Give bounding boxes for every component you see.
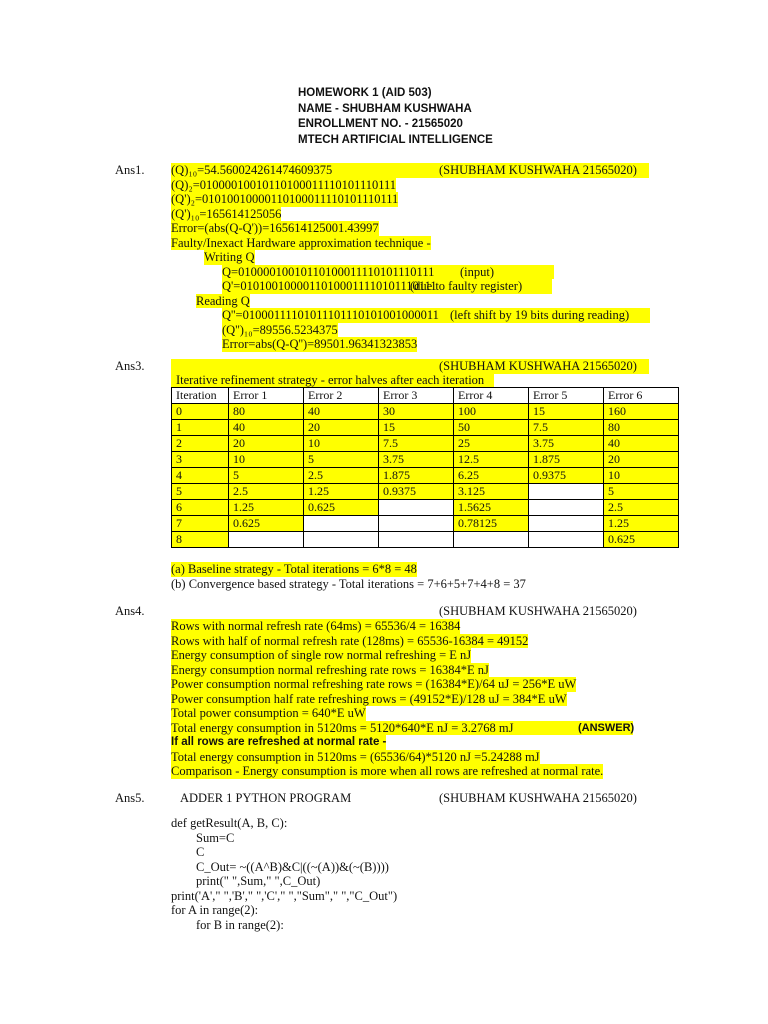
table-row (172, 452, 679, 468)
ans1-label: Ans1. (115, 163, 145, 177)
table-cell: 6 (172, 500, 229, 516)
ans1-error: Error=(abs(Q-Q'))=165614125001.43997 (171, 221, 379, 235)
table-row (172, 468, 679, 484)
ans4-line-6: Power consumption half rate refreshing rows = (49152*E)/128 uJ = 384*E uW (171, 691, 567, 706)
table-cell: 8 (172, 532, 229, 548)
table-cell: 2.5 (304, 468, 379, 484)
table-cell: 0.78125 (454, 516, 529, 532)
table-cell: 1.25 (604, 516, 679, 532)
ans4-line-5: Power consumption normal refreshing rate rows = (16384*E)/64 uJ = 256*E uW (171, 677, 577, 691)
table-header-cell: Error 5 (529, 388, 604, 404)
header-line-1: HOMEWORK 1 (AID 503) (298, 87, 432, 99)
table-cell (379, 516, 454, 532)
table-cell: 2.5 (604, 500, 679, 516)
table-cell: 3.125 (454, 484, 529, 500)
ans4-if-all: If all rows are refreshed at normal rate - (171, 736, 387, 748)
ans3-item-b: (b) Convergence based strategy - Total iterations = 7+6+5+7+4+8 = 37 (171, 577, 526, 591)
ans1-read-error: Error=abs(Q-Q'')=89501.96341323853 (222, 337, 418, 351)
table-cell (454, 532, 529, 548)
header-line-2: NAME - SHUBHAM KUSHWAHA (298, 102, 472, 115)
table-cell: 12.5 (454, 452, 529, 468)
ans1-writing-label: Writing Q (204, 250, 255, 264)
ans1-write-q (222, 265, 554, 280)
table-cell: 1.25 (304, 484, 379, 500)
ans5-tag: (SHUBHAM KUSHWAHA 21565020) (439, 791, 637, 805)
table-cell: 5 (304, 452, 379, 468)
table-cell: 4 (172, 468, 229, 484)
code-line-2: Sum=C (196, 830, 235, 845)
ans4-line-3: Energy consumption of single row normal refreshing = E nJ (171, 648, 472, 662)
table-row (172, 436, 679, 452)
table-header-cell: Error 3 (379, 388, 454, 404)
table-header-cell: Iteration (172, 388, 229, 404)
table-header-cell: Error 4 (454, 388, 529, 404)
ans4-line-4: Energy consumption normal refreshing rate rows = 16384*E nJ (171, 662, 489, 677)
ans4-line-7: Total power consumption = 640*E uW (171, 706, 366, 720)
table-cell: 5 (604, 484, 679, 500)
table-cell: 0.625 (304, 500, 379, 516)
table-cell (379, 532, 454, 548)
table-cell: 2 (172, 436, 229, 452)
ans4-total-energy (171, 721, 633, 736)
table-row (172, 420, 679, 436)
iteration-table (171, 387, 679, 548)
table-cell (379, 500, 454, 516)
table-cell: 1.875 (379, 468, 454, 484)
table-cell: 0 (172, 404, 229, 420)
table-cell: 7.5 (529, 420, 604, 436)
table-cell: 5 (172, 484, 229, 500)
table-cell: 0.9375 (379, 484, 454, 500)
table-cell: 25 (454, 436, 529, 452)
table-cell (304, 516, 379, 532)
table-cell: 30 (379, 404, 454, 420)
table-cell: 0.9375 (529, 468, 604, 484)
ans5-label: Ans5. (115, 791, 145, 805)
ans1-read-qpp (222, 308, 650, 323)
table-cell: 1.25 (229, 500, 304, 516)
ans1-read-qpp-note: (left shift by 19 bits during reading) (450, 308, 630, 322)
ans1-q10: (Q)₁₀=54.560024261474609375 (171, 163, 333, 177)
table-cell: 0.625 (229, 516, 304, 532)
ans5-title: ADDER 1 PYTHON PROGRAM (180, 791, 352, 805)
table-cell: 7.5 (379, 436, 454, 452)
ans4-total-energy-text: Total energy consumption in 5120ms = 5120*640*E nJ = 3.2768 mJ (171, 720, 514, 735)
ans4-line-1: Rows with normal refresh rate (64ms) = 65536/4 = 16384 (171, 619, 461, 633)
ans4-total-energy-2: Total energy consumption in 5120ms = (65536/64)*5120 nJ =5.24288 mJ (171, 749, 540, 764)
code-line-5: print(" ",Sum," ",C_Out) (196, 874, 321, 888)
ans3-item-a: (a) Baseline strategy - Total iterations = 6*8 = 48 (171, 562, 417, 576)
table-cell: 80 (604, 420, 679, 436)
table-header-cell: Error 6 (604, 388, 679, 404)
table-cell: 0.625 (604, 532, 679, 548)
header-line-4: MTECH ARTIFICIAL INTELLIGENCE (298, 133, 493, 146)
table-cell: 10 (304, 436, 379, 452)
ans4-comparison: Comparison - Energy consumption is more when all rows are refreshed at normal rate. (171, 764, 604, 778)
ans1-read-q10: (Q'')₁₀=89556.5234375 (222, 322, 338, 337)
table-header-cell: Error 2 (304, 388, 379, 404)
ans1-line-1 (171, 163, 649, 178)
ans1-reading-label: Reading Q (196, 293, 250, 308)
ans1-write-qp-note: (due to faulty register) (410, 279, 523, 293)
table-cell (529, 484, 604, 500)
table-cell: 100 (454, 404, 529, 420)
ans1-tag: (SHUBHAM KUSHWAHA 21565020) (439, 163, 637, 177)
table-cell (529, 516, 604, 532)
table-cell: 1.5625 (454, 500, 529, 516)
table-cell: 15 (379, 420, 454, 436)
ans1-qp2: (Q')₂=01010010000110100011110101110111 (171, 192, 399, 206)
table-header-cell: Error 1 (229, 388, 304, 404)
table-body (172, 404, 679, 548)
table-row (172, 532, 679, 548)
table-cell: 3.75 (529, 436, 604, 452)
table-header-row (172, 388, 679, 404)
ans4-line-2: Rows with half of normal refresh rate (128ms) = 65536-16384 = 49152 (171, 633, 529, 648)
table-cell: 1.875 (529, 452, 604, 468)
answer-tag: (ANSWER) (578, 721, 635, 734)
table-row (172, 484, 679, 500)
table-cell: 10 (229, 452, 304, 468)
ans1-read-qpp-value: Q''=01000111101011101110101001000011 (222, 308, 439, 322)
ans3-label: Ans3. (115, 359, 145, 373)
table-cell (304, 532, 379, 548)
table-cell: 7 (172, 516, 229, 532)
table-row (172, 516, 679, 532)
table-cell: 6.25 (454, 468, 529, 484)
table-cell: 20 (229, 436, 304, 452)
code-line-3: C (196, 845, 205, 859)
table-cell: 1 (172, 420, 229, 436)
table-cell (229, 532, 304, 548)
code-line-7: for A in range(2): (171, 903, 259, 917)
table-cell: 15 (529, 404, 604, 420)
code-line-4: C_Out= ~((A^B)&C|((~(A))&(~(B)))) (196, 859, 389, 874)
header-line-3: ENROLLMENT NO. - 21565020 (298, 118, 463, 130)
ans1-q2: (Q)₂=01000010010110100011110101110111 (171, 177, 397, 192)
table-cell: 3.75 (379, 452, 454, 468)
table-cell: 2.5 (229, 484, 304, 500)
table-cell: 5 (229, 468, 304, 484)
table-cell: 3 (172, 452, 229, 468)
table-row (172, 404, 679, 420)
ans1-write-q-note: (input) (460, 264, 495, 279)
table-cell: 10 (604, 468, 679, 484)
table-cell: 20 (304, 420, 379, 436)
table-cell: 40 (304, 404, 379, 420)
table-cell: 160 (604, 404, 679, 420)
code-line-1: def getResult(A, B, C): (171, 816, 288, 830)
table-cell: 40 (604, 436, 679, 452)
table-cell (529, 532, 604, 548)
ans4-label: Ans4. (115, 604, 145, 618)
table-cell: 40 (229, 420, 304, 436)
ans3-caption-text: Iterative refinement strategy - error halves after each iteration (176, 373, 485, 387)
table-cell: 50 (454, 420, 529, 436)
ans1-write-q-value: Q=01000010010110100011110101110111 (222, 264, 435, 279)
code-line-8: for B in range(2): (196, 917, 284, 932)
code-line-6: print('A'," ",'B'," ",'C'," ","Sum"," ","C_Out") (171, 888, 398, 903)
ans4-tag: (SHUBHAM KUSHWAHA 21565020) (439, 604, 637, 618)
ans1-technique: Faulty/Inexact Hardware approximation technique - (171, 235, 431, 250)
table-cell (529, 500, 604, 516)
ans3-tag-line (171, 359, 649, 374)
table-row (172, 500, 679, 516)
table-cell: 20 (604, 452, 679, 468)
ans1-write-qp-value: Q'=01010010000110100011110101110111 (222, 279, 437, 293)
ans1-qp10: (Q')₁₀=165614125056 (171, 206, 282, 221)
table-cell: 80 (229, 404, 304, 420)
ans1-write-qp (222, 279, 552, 294)
ans3-tag: (SHUBHAM KUSHWAHA 21565020) (439, 359, 637, 373)
ans3-caption (171, 373, 494, 388)
